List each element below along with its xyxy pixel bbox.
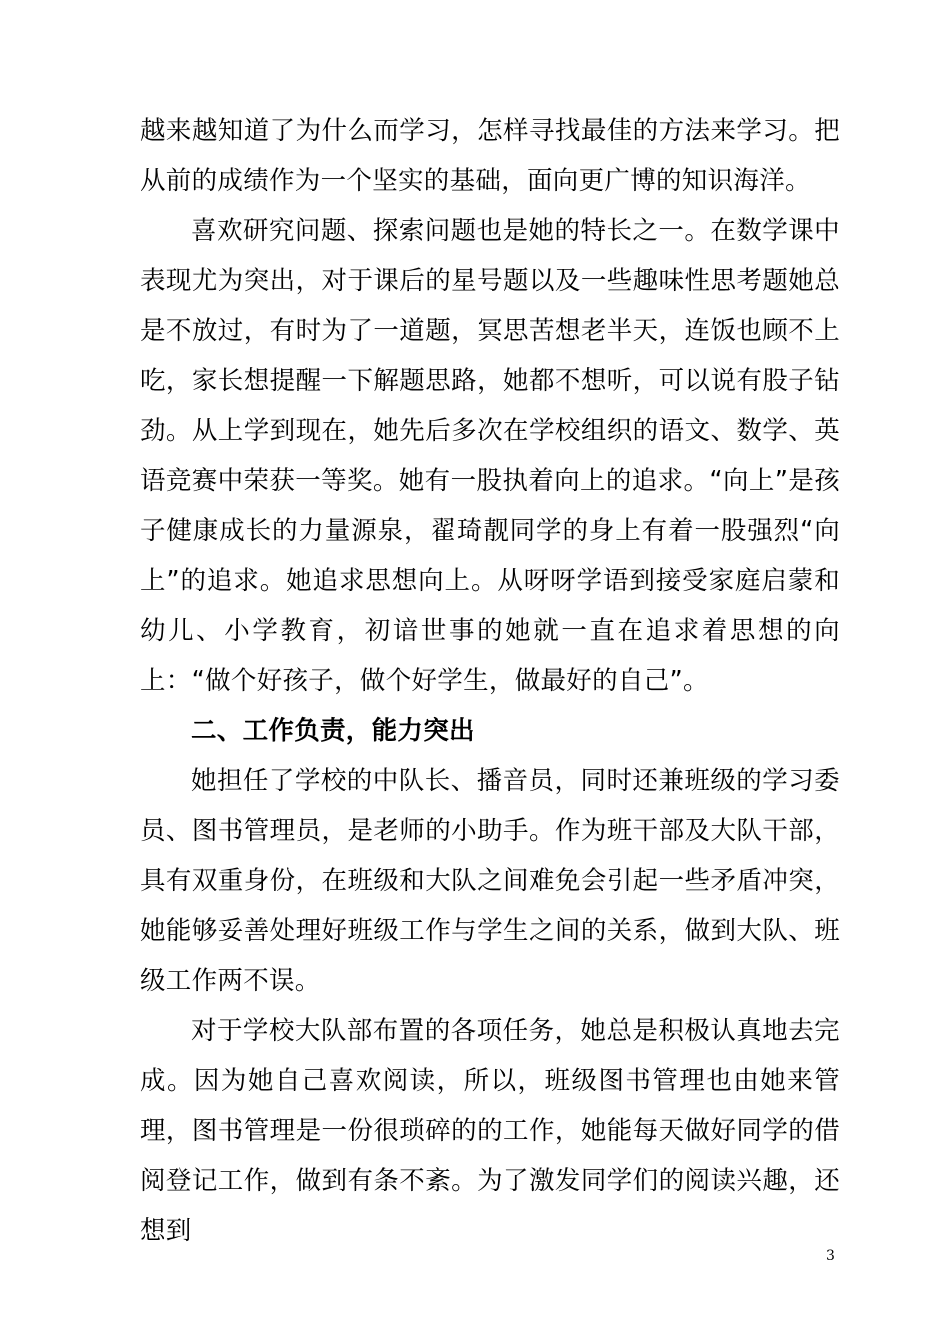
paragraph-continuation: 越来越知道了为什么而学习，怎样寻找最佳的方法来学习。把从前的成绩作为一个坚实的基础，面向更广博的知识海洋。 [140, 116, 840, 196]
section-heading: 二、工作负责，能力突出 [191, 716, 475, 746]
paragraph-tasks: 对于学校大队部布置的各项任务，她总是积极认真地去完成。因为她自己喜欢阅读，所以，班级图书管理也由她来管理，图书管理是一份很琐碎的的工作，她能每天做好同学的借阅登记工作，做到有条不紊。为了激发同学们的阅读兴趣，还想到 [140, 1016, 840, 1246]
document-body [140, 106, 840, 1256]
page-number: 3 [826, 1248, 835, 1264]
paragraph-roles: 她担任了学校的中队长、播音员，同时还兼班级的学习委员、图书管理员，是老师的小助手。作为班干部及大队干部，具有双重身份，在班级和大队之间难免会引起一些矛盾冲突，她能够妥善处理好班级工作与学生之间的关系，做到大队、班级工作两不误。 [140, 766, 840, 996]
paragraph-research: 喜欢研究问题、探索问题也是她的特长之一。在数学课中表现尤为突出，对于课后的星号题以及一些趣味性思考题她总是不放过，有时为了一道题，冥思苦想老半天，连饭也顾不上吃，家长想提醒一下解题思路，她都不想听，可以说有股子钻劲。从上学到现在，她先后多次在学校组织的语文、数学、英语竞赛中荣获一等奖。她有一股执着向上的追求。“向上”是孩子健康成长的力量源泉，翟琦靓同学的身上有着一股强烈“向上”的追求。她追求思想向上。从呀呀学语到接受家庭启蒙和幼儿、小学教育，初谙世事的她就一直在追求着思想的向上：“做个好孩子，做个好学生，做最好的自己”。 [140, 216, 840, 696]
